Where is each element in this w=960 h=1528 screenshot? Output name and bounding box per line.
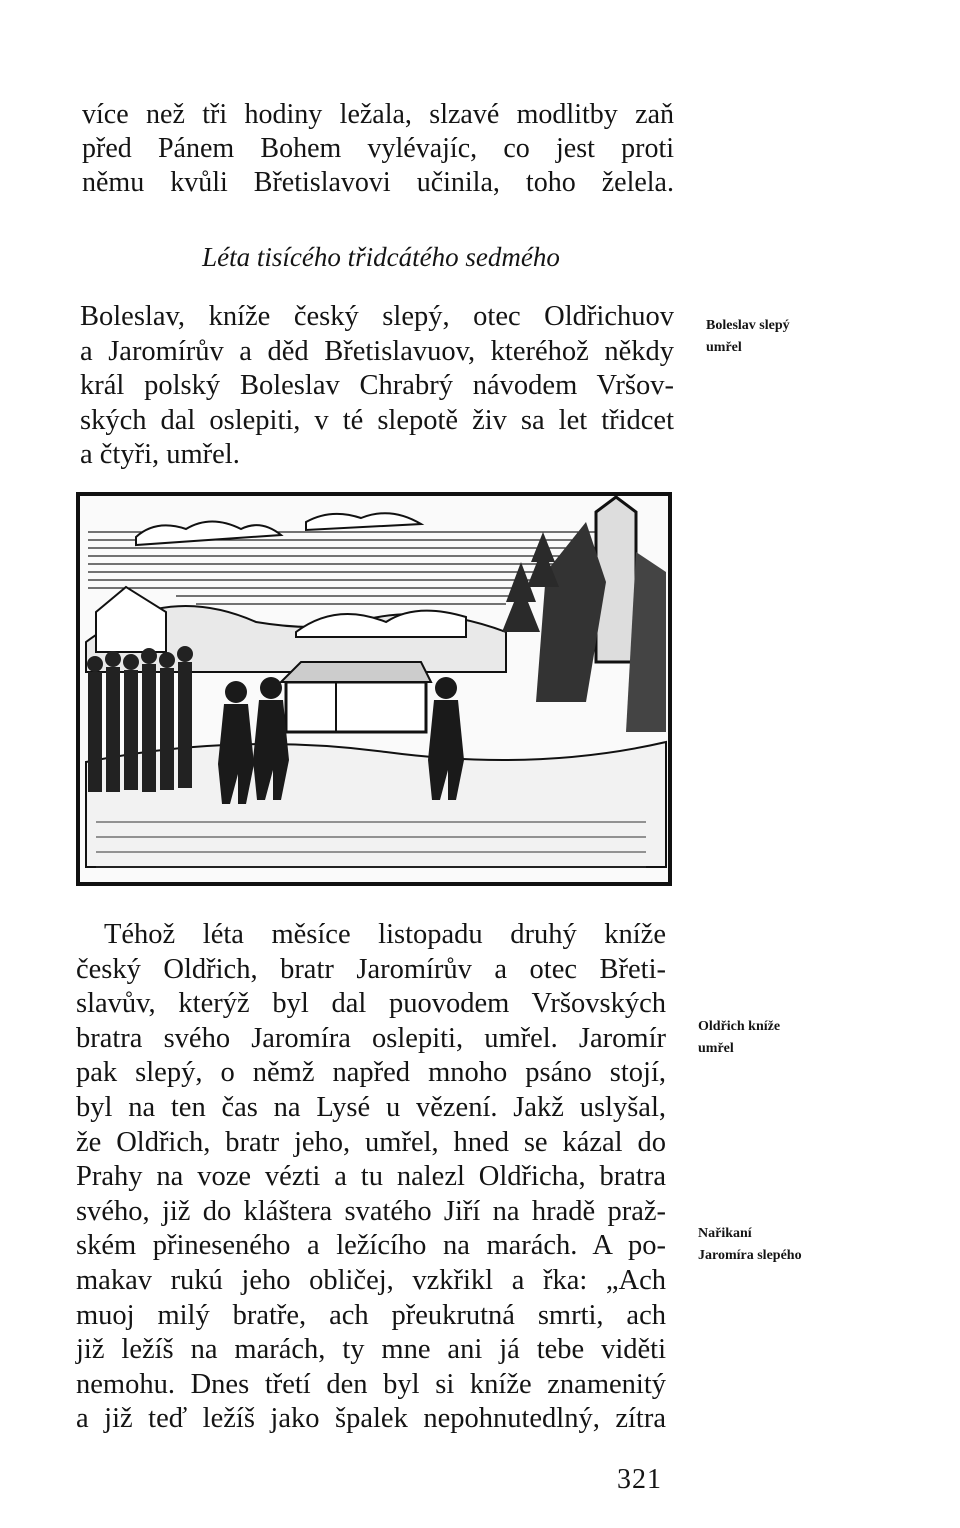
paragraph-3-line: již ležíš na marách, ty mne ani já tebe viděti [76, 1334, 666, 1366]
paragraph-2-line: a Jaromírův a děd Břetislavuov, kteréhož někdy [80, 335, 674, 367]
margin-note-boleslav [706, 315, 790, 359]
paragraph-3 [76, 918, 666, 1437]
paragraph-3-line: a již teď ležíš jako špalek nepohnutedlný, zítra [76, 1403, 666, 1435]
page-number: 321 [617, 1464, 662, 1495]
margin-note-lament [698, 1223, 802, 1267]
paragraph-3-line: nemohu. Dnes třetí den byl si kníže znamenitý [76, 1368, 666, 1400]
margin-note-line: Nařikaní [698, 1226, 752, 1241]
paragraph-3-line: že Oldřich, bratr jeho, umřel, hned se kázal do [76, 1126, 666, 1158]
margin-note-line: Boleslav slepý [706, 318, 790, 333]
paragraph-2-line: ských dal oslepiti, v té slepotě živ sa let třidcet [80, 404, 674, 436]
paragraph-3-line: byl na ten čas na Lysé u vězení. Jakž uslyšal, [76, 1091, 666, 1123]
paragraph-2 [80, 300, 674, 473]
margin-note-line: Jaromíra slepého [698, 1248, 802, 1263]
paragraph-2-line: Boleslav, kníže český slepý, otec Oldřichuov [80, 301, 674, 332]
paragraph-1-line: před Pánem Bohem vylévajíc, co jest proti [82, 133, 674, 164]
paragraph-2-line: král polský Boleslav Chrabrý návodem Vršov- [80, 370, 674, 401]
woodcut-illustration [76, 492, 672, 886]
paragraph-3-line: muoj milý bratře, ach přeukrutná smrti, ach [76, 1299, 666, 1331]
margin-note-line: umřel [706, 340, 742, 355]
paragraph-3-line: Prahy na voze vézti a tu nalezl Oldřicha, bratra [76, 1161, 666, 1193]
paragraph-1 [82, 98, 674, 200]
paragraph-3-line: makav rukú jeho obličej, vzkřikl a řka: „Ach [76, 1264, 666, 1296]
paragraph-3-line: bratra svého Jaromíra oslepiti, umřel. Jaromír [76, 1022, 666, 1054]
paragraph-3-line: Téhož léta měsíce listopadu druhý kníže [104, 919, 666, 950]
margin-note-oldrich [698, 1016, 780, 1060]
margin-note-line: umřel [698, 1041, 734, 1056]
margin-note-line: Oldřich kníže [698, 1019, 781, 1034]
paragraph-3-line: český Oldřich, bratr Jaromírův a otec Břeti- [76, 953, 666, 985]
paragraph-1-line: němu kvůli Břetislavovi učinila, toho želela. [82, 167, 674, 198]
section-heading: Léta tisícého třidcátého sedmého [202, 242, 560, 272]
paragraph-3-line: pak slepý, o němž napřed mnoho psáno stojí, [76, 1057, 666, 1089]
paragraph-1-line: více než tři hodiny ležala, slzavé modlitby zaň [82, 99, 674, 130]
paragraph-3-line: slavův, kterýž byl dal puovodem Vršovských [76, 988, 666, 1020]
paragraph-3-line: svého, již do kláštera svatého Jiří na hradě praž- [76, 1195, 666, 1227]
paragraph-3-line: ském přineseného a ležícího na marách. A po- [76, 1230, 666, 1262]
paragraph-2-line: a čtyři, umřel. [80, 439, 240, 470]
